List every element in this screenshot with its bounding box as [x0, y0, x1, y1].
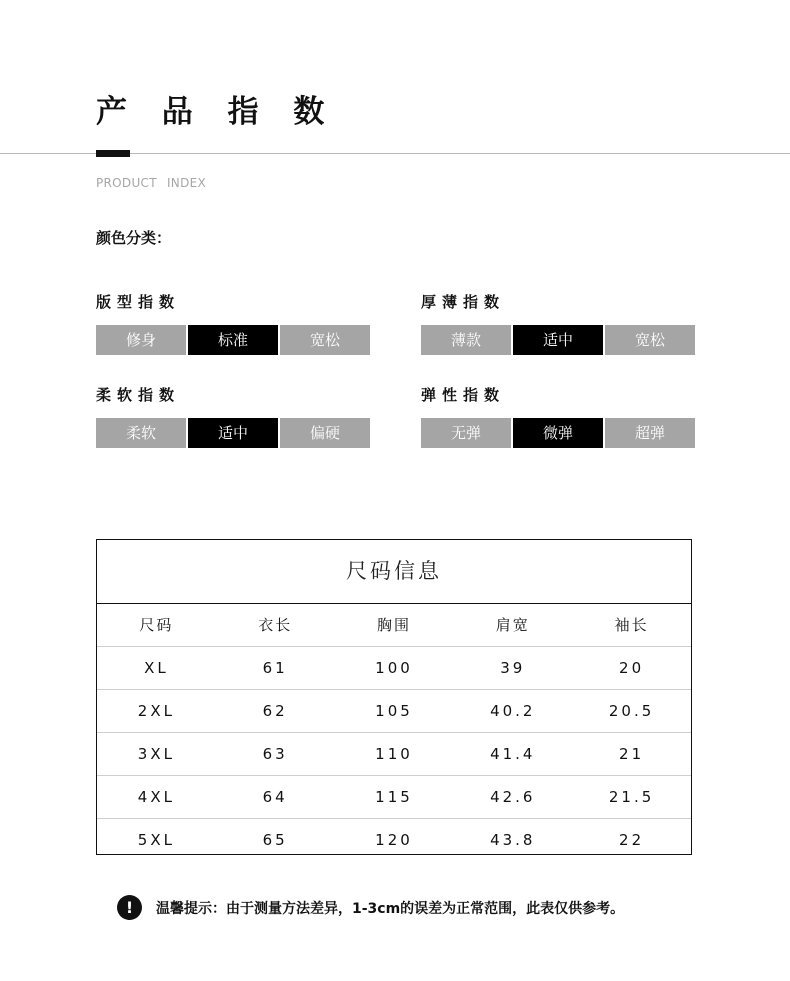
- page-title: 产 品 指 数: [96, 94, 337, 130]
- table-cell: 41.4: [490, 745, 536, 763]
- table-cell: 64: [262, 788, 288, 806]
- table-row: [97, 690, 691, 733]
- option-super-stretch: 超弹: [605, 418, 695, 448]
- table-cell: 63: [262, 745, 288, 763]
- index-label-elasticity: 弹性指数: [421, 386, 506, 404]
- option-slight-stretch: 微弹: [513, 418, 603, 448]
- table-cell: 42.6: [490, 788, 536, 806]
- index-label-softness: 柔软指数: [96, 386, 181, 404]
- table-cell: 43.8: [490, 831, 536, 849]
- table-cell: 61: [262, 659, 288, 677]
- table-cell: 2XL: [137, 702, 175, 720]
- index-options-fit: [96, 325, 372, 355]
- table-cell: 39: [500, 659, 526, 677]
- size-table-header: [97, 604, 691, 647]
- table-cell: 120: [375, 831, 413, 849]
- table-row: [97, 819, 691, 861]
- table-cell: 105: [375, 702, 413, 720]
- table-cell: 20.5: [608, 702, 655, 720]
- column-header: 胸围: [376, 616, 411, 634]
- column-header: 衣长: [258, 616, 293, 634]
- index-label-thickness: 厚薄指数: [421, 293, 506, 311]
- table-cell: 22: [619, 831, 645, 849]
- option-thin: 薄款: [421, 325, 511, 355]
- table-row: [97, 647, 691, 690]
- index-group-thickness: [421, 291, 697, 355]
- option-medium: 适中: [188, 418, 278, 448]
- exclamation-icon: !: [117, 895, 142, 920]
- column-header: 袖长: [614, 616, 649, 634]
- header-accent-bar: [96, 150, 130, 157]
- table-cell: 62: [262, 702, 288, 720]
- index-group-fit: [96, 291, 372, 355]
- option-medium: 适中: [513, 325, 603, 355]
- option-slim: 修身: [96, 325, 186, 355]
- table-cell: 3XL: [137, 745, 175, 763]
- table-cell: 5XL: [137, 831, 175, 849]
- table-row: [97, 733, 691, 776]
- index-group-softness: [96, 384, 372, 448]
- table-cell: 100: [375, 659, 413, 677]
- index-label-fit: 版型指数: [96, 293, 181, 311]
- option-soft: 柔软: [96, 418, 186, 448]
- notice-text: 温馨提示：由于测量方法差异，1-3cm的误差为正常范围，此表仅供参考。: [156, 900, 625, 917]
- index-options-thickness: [421, 325, 697, 355]
- option-loose: 宽松: [280, 325, 370, 355]
- option-stiff: 偏硬: [280, 418, 370, 448]
- table-cell: 115: [375, 788, 413, 806]
- table-cell: 65: [262, 831, 288, 849]
- index-options-elasticity: [421, 418, 697, 448]
- table-cell: 21.5: [608, 788, 655, 806]
- column-header: 肩宽: [495, 616, 530, 634]
- index-options-softness: [96, 418, 372, 448]
- size-notice: [117, 895, 624, 920]
- table-cell: 110: [375, 745, 413, 763]
- table-cell: 20: [619, 659, 645, 677]
- column-header: 尺码: [139, 616, 174, 634]
- option-standard: 标准: [188, 325, 278, 355]
- table-cell: 21: [619, 745, 645, 763]
- page-subtitle: PRODUCT INDEX: [96, 176, 207, 190]
- option-no-stretch: 无弹: [421, 418, 511, 448]
- table-cell: 40.2: [490, 702, 536, 720]
- option-loose: 宽松: [605, 325, 695, 355]
- table-cell: XL: [144, 659, 169, 677]
- table-row: [97, 776, 691, 819]
- index-group-elasticity: [421, 384, 697, 448]
- size-table-title: 尺码信息: [97, 540, 691, 604]
- color-category-label: 颜色分类：: [96, 229, 172, 247]
- table-cell: 4XL: [137, 788, 175, 806]
- size-table: [96, 539, 692, 855]
